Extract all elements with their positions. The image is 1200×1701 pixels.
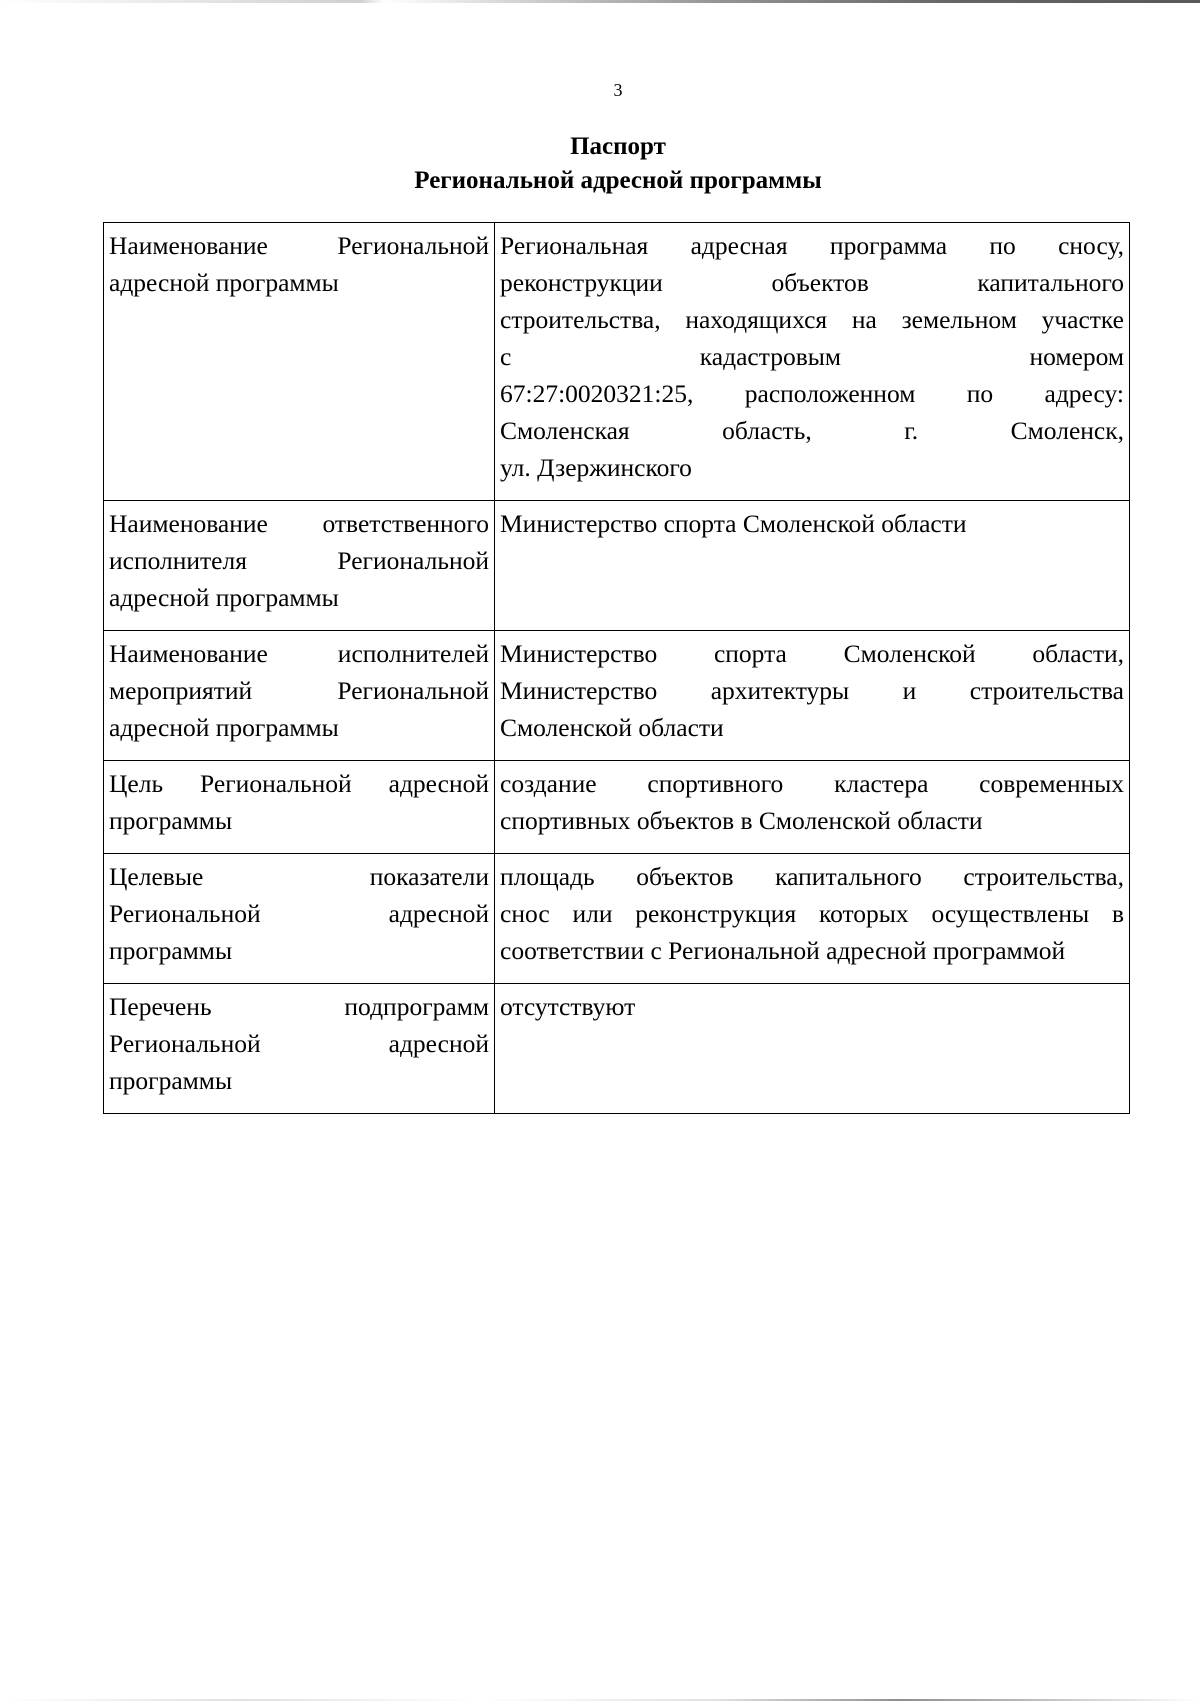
row-label-line: программы <box>109 936 233 965</box>
row-label-cell <box>104 223 495 501</box>
title-line-1: Паспорт <box>570 133 666 160</box>
row-value-line: с кадастровым номером <box>500 342 1124 371</box>
row-label-line: Наименование исполнителей <box>109 639 489 668</box>
row-label-line: Наименование ответственного <box>109 509 489 538</box>
row-value-line: Министерство спорта Смоленской области <box>500 509 967 538</box>
row-label-line: адресной программы <box>109 583 339 612</box>
passport-table <box>103 222 1130 1114</box>
document-title <box>0 130 1200 198</box>
table-row <box>104 223 1130 501</box>
row-label-line: Целевые показатели <box>109 862 489 891</box>
row-value-line: создание спортивного кластера современных <box>500 769 1124 798</box>
row-value-line: Региональная адресная программа по сносу, <box>500 231 1124 260</box>
row-value-line: спортивных объектов в Смоленской области <box>500 806 983 835</box>
scan-artifact-top <box>0 0 1200 3</box>
passport-table-body <box>104 223 1130 1114</box>
row-value-cell <box>495 501 1130 631</box>
row-label-line: Перечень подпрограмм <box>109 992 489 1021</box>
table-row <box>104 501 1130 631</box>
row-label-line: адресной программы <box>109 268 339 297</box>
row-value-cell <box>495 631 1130 761</box>
row-value-line: снос или реконструкция которых осуществлены в <box>500 899 1124 928</box>
table-row <box>104 761 1130 854</box>
row-value-line: ул. Дзержинского <box>500 453 692 482</box>
row-value-cell <box>495 854 1130 984</box>
row-label-line: адресной программы <box>109 713 339 742</box>
row-value-line: Смоленская область, г. Смоленск, <box>500 416 1124 445</box>
row-value-cell <box>495 223 1130 501</box>
row-label-line: программы <box>109 1066 233 1095</box>
row-value-line: Смоленской области <box>500 713 724 742</box>
row-label-line: Наименование Региональной <box>109 231 489 260</box>
row-value-line: реконструкции объектов капитального <box>500 268 1124 297</box>
row-label-cell <box>104 501 495 631</box>
row-value-line: Министерство архитектуры и строительства <box>500 676 1124 705</box>
row-label-cell <box>104 761 495 854</box>
row-label-line: программы <box>109 806 233 835</box>
title-line-2: Региональной адресной программы <box>414 167 822 194</box>
row-value-line: площадь объектов капитального строительства, <box>500 862 1124 891</box>
row-value-line: строительства, находящихся на земельном участке <box>500 305 1124 334</box>
row-label-line: Региональной адресной <box>109 1029 489 1058</box>
page-number: 3 <box>613 80 623 100</box>
row-value-line: 67:27:0020321:25, расположенном по адресу: <box>500 379 1124 408</box>
row-label-line: мероприятий Региональной <box>109 676 489 705</box>
row-label-cell <box>104 631 495 761</box>
row-value-cell <box>495 984 1130 1114</box>
row-value-line: отсутствуют <box>500 992 636 1021</box>
table-row <box>104 631 1130 761</box>
row-label-cell <box>104 984 495 1114</box>
row-label-line: исполнителя Региональной <box>109 546 489 575</box>
row-label-line: Цель Региональной адресной <box>109 769 489 798</box>
row-value-cell <box>495 761 1130 854</box>
row-label-cell <box>104 854 495 984</box>
row-label-line: Региональной адресной <box>109 899 489 928</box>
row-value-line: соответствии с Региональной адресной программой <box>500 936 1066 965</box>
table-row <box>104 854 1130 984</box>
row-value-line: Министерство спорта Смоленской области, <box>500 639 1124 668</box>
table-row <box>104 984 1130 1114</box>
